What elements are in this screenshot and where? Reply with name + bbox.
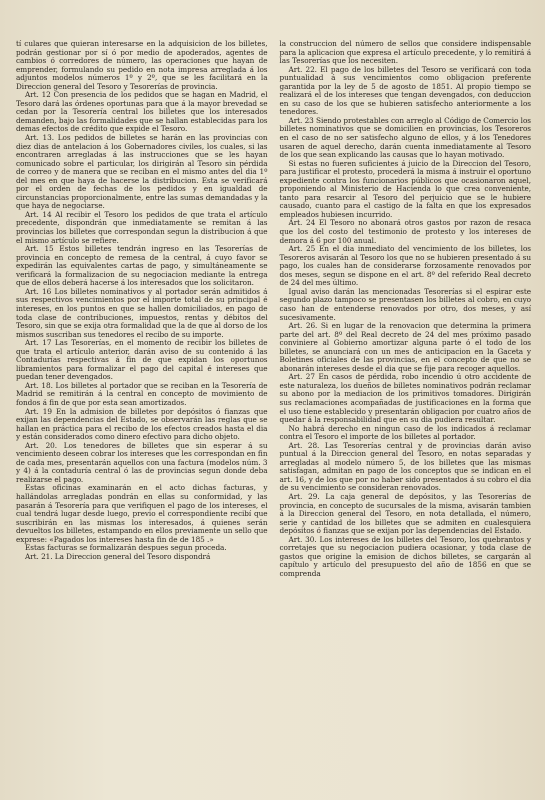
paragraph: la construccion del número de sellos que considere indispensable para la aplicacion que expresa el artículo precedente, y lo remitirá á las Tesorerías que los necesiten. <box>279 39 531 66</box>
paragraph: Art. 15 Estos billetes tendrán ingreso en las Tesorerías de provincia en concepto de remesa de la central, á cuyo favor se expedirán las equivalentes cartas de pago, y simultáneamente se verificará la formalizacion de su negociacion mediante la entrega que de ellos deberá hacerse á los interesados que los solicitaron. <box>16 244 268 288</box>
paragraph: Art. 16 Los billetes nominativos y al portador serán admitidos á sus respectivos vencimientos por el importe total de su principal é intereses, en los puntos en que se hallen domiciliados, en pago de toda clase de contribuciones, impuestos, rentas y débitos del Tesoro, sin que se exija otra formalidad que la de que al dorso de los mismos suscriban sus tenedores el recibo de su importe. <box>16 286 268 339</box>
paragraph: Estas facturas se formalizarán despues segun proceda. <box>25 543 227 553</box>
paragraph: Art. 22. El pago de los billetes del Tesoro se verificará con toda puntualidad á sus vencimientos como obligacion preferente garantida por la ley de 5 de agosto de 1851. Al propio tiempo se realizará el de los intereses que tengan devengados, con deduccion en su caso de los que se hubieren satisfecho anteriormente a los tenedores. <box>279 64 531 117</box>
paragraph: Art. 23 Siendo protestables con arreglo al Código de Comercio los billetes nominativos que se domicilien en provincias, los Tesoreros en el caso de no ser satisfecho alguno de ellos, y á los Tenedores usaren de aquel derecho, darán cuenta inmediatamente al Tesoro de los que sean explicando las causas que lo hayan motivado. <box>279 115 531 160</box>
paragraph: Art. 20. Los tenedores de billetes que sin esperar á su vencimiento deseen cobrar los intereses que les correspondan en fin de cada mes, presentarán aquellos con una factura (modelos núm. 3 y 4) á la contaduría central ó las de provincias segun donde deba realizarse el pago. <box>16 440 268 484</box>
right-column <box>280 40 532 578</box>
paragraph: Art. 24 El Tesoro no abonará otros gastos por razon de resaca que los del costo del testimonio de protesto y los intereses de demora á 6 por 100 anual. <box>279 218 531 245</box>
paragraph: Art. 14 Al recibir el Tesoro los pedidos de que trata el artículo precedente, dispondrán que inmediatamente se remitan á las provincias los billetes que correspondan segun la distribucion á que el mismo artículo se refiere. <box>16 209 268 245</box>
paragraph: tí culares que quieran interesarse en la adquisicion de los billetes, podrán gestionar por sí ó por medio de apoderados, agentes de cambios ó corredores de número, las operaciones que hayan de emprender, formulando su pedido en nota impresa arreglada á los adjuntos modelos números 1º y 2º, que se les facilitará en la Direccion general del Tesoro y Tesorerías de provincia. <box>16 39 268 91</box>
paragraph: Art. 29. La caja general de depósitos, y las Tesorerías de provincia, en concepto de sucursales de la misma, avisarán tambien á la Direccion general del Tesoro, en nota detallada, el número, serie y cantidad de los billetes que se admiten en cualesquiera depósitos ó fianzas que se exijan por las dependencias del Estado. <box>279 491 531 536</box>
paragraph: No habrá derecho en ningun caso de los indicados á reclamar contra el Tesoro el importe de los billetes al portador. <box>279 423 531 442</box>
paragraph: Art. 28. Las Tesorerías central y de provincias darán aviso puntual á la Direccion general del Tesoro, en notas separadas y arregladas al modelo número 5, de los billetes que las mismas satisfagan, admitan en pago de los conceptos que se indican en el art. 16, y de los que por no haber sido presentados á su cobro el dia de su vencimiento se consideran renovados. <box>279 440 531 493</box>
paragraph: Art. 27 En casos de pérdida, robo incendio ú otro accidente de este naturaleza, los dueños de billetes nominativos podrán reclamar su abono por la mediacion de los primitivos tomadores. Dirigirán sus reclamaciones acompañadas de justificaciones en la forma que el uso tiene establecido y presentarán obligacion por cuatro años de quedar á la responsabilidad que en su dia pudiera resultar. <box>279 372 531 425</box>
paragraph: Art. 18. Los billetes al portador que se reciban en la Tesorería de Madrid se remitirán á la central en concepto de movimiento de fondos á fin de que por esta sean amortizados. <box>16 380 268 407</box>
paragraph: Estas oficinas examinarán en el acto dichas facturas, y hallándolas arregladas pondrán en ellas su conformidad, y las pasarán á Tesorería para que verifiquen el pago de los intereses, el cual tendrá lugar desde luego, previo el correspondiente recibí que suscribirán en las mismas los interesados, á quienes serán devueltos los billetes, estampando en ellos previamente un sello que exprese: «Pagados los intereses hasta fin de de 185 .» <box>16 483 268 544</box>
paragraph: Art. 26. Si en lugar de la renovacion que determina la primera parte del art. 8º del Real decreto de 24 del mes próximo pasado conviniere al Gobierno amortizar alguna parte ó el todo de los billetes, se anunciará con un mes de anticipacion en la Gaceta y Boletines oficiales de las provincias, en el concepto de que no se abonarán intereses desde el dia que se fije para recoger aquellos. <box>279 321 531 373</box>
paragraph: Art. 12 Con presencia de los pedidos que se hagan en Madrid, el Tesoro dará las órdenes oportunas para que á la mayor brevedad se cedan por la Tesorería central los billetes que los interesados demanden, bajo las formalidades que se hallan establecidas para los demas efectos de crédito que expide el Tesoro. <box>16 90 268 134</box>
paragraph: Igual aviso darán las mencionadas Tesorerías si el espirar este segundo plazo tampoco se presentasen los billetes al cobro, en cuyo caso han de entenderse renovados por otro, dos meses, y así sucesivamente. <box>279 286 531 322</box>
paragraph: Si estas no fueren suficientes á juicio de la Direccion del Tesoro, para justificar el protesto, procederá la misma á instruir el oportuno expediente contra los funcionarios públicos que ocasionaron aquel, proponiendo al Ministerio de Hacienda lo que crea conveniente, tanto para resarcir al Tesoro del perjuicio que se le hubiere causado, cuanto para el castigo de la falta en que los expresados empleados hubiesen incurrido. <box>279 158 531 219</box>
paragraph: Art. 30. Los intereses de los billetes del Tesoro, los quebrantos y corretajes que su negociacion pudiera ocasionar, y toda clase de gastos que origine la emision de dichos billetes, se cargarán al capítulo y artículo del presupuesto del año de 1856 en que se comprenda <box>279 534 531 578</box>
paragraph: Art. 25 En el dia inmediato del vencimiento de los billetes, los Tesoreros avisarán al Tesoro los que no se hubieren presentado á su pago, los cuales han de considerarse forzosamente renovados por dos meses, segun se dispone en el art. 8º del referido Real decreto de 24 del mes último. <box>279 244 531 288</box>
paragraph: Art. 19 En la admision de billetes por depósitos ó fianzas que exijan las dependencias del Estado, se observarán las reglas que se hallan en práctica para el recibo de los efectos creados hasta el dia y están considerados como dinero efectivo para dicho objeto. <box>16 406 268 442</box>
left-column <box>16 40 268 578</box>
paragraph: Art. 13. Los pedidos de billetes se harán en las provincias con diez dias de antelacion á los Gobernadores civiles, los cuales, si las encontraren arregladas á las instrucciones que se les hayan comunicado sobre el particular, los dirigirán al Tesoro sin pérdida de correo y de manera que se reciban en el mismo antes del dia 1º del mes en que haya de hacerse la distribucion. Esta se verificará por el orden de fechas de los pedidos y en igualdad de circunstancias proporcionalmente, entre las sumas demandadas y la que haya de negociarse. <box>16 133 268 211</box>
text-columns <box>16 40 531 578</box>
paragraph: Art. 21. La Direccion general del Tesoro dispondrá <box>25 551 211 561</box>
paragraph: Art. 17 Las Tesorerías, en el momento de recibir los billetes de que trata el artículo anterior, darán aviso de su contenido á las Contadurías respectivas á fin de que expidan los oportunos libramientos para formalizar el pago del capital é intereses que puedan tener devengados. <box>16 338 268 382</box>
